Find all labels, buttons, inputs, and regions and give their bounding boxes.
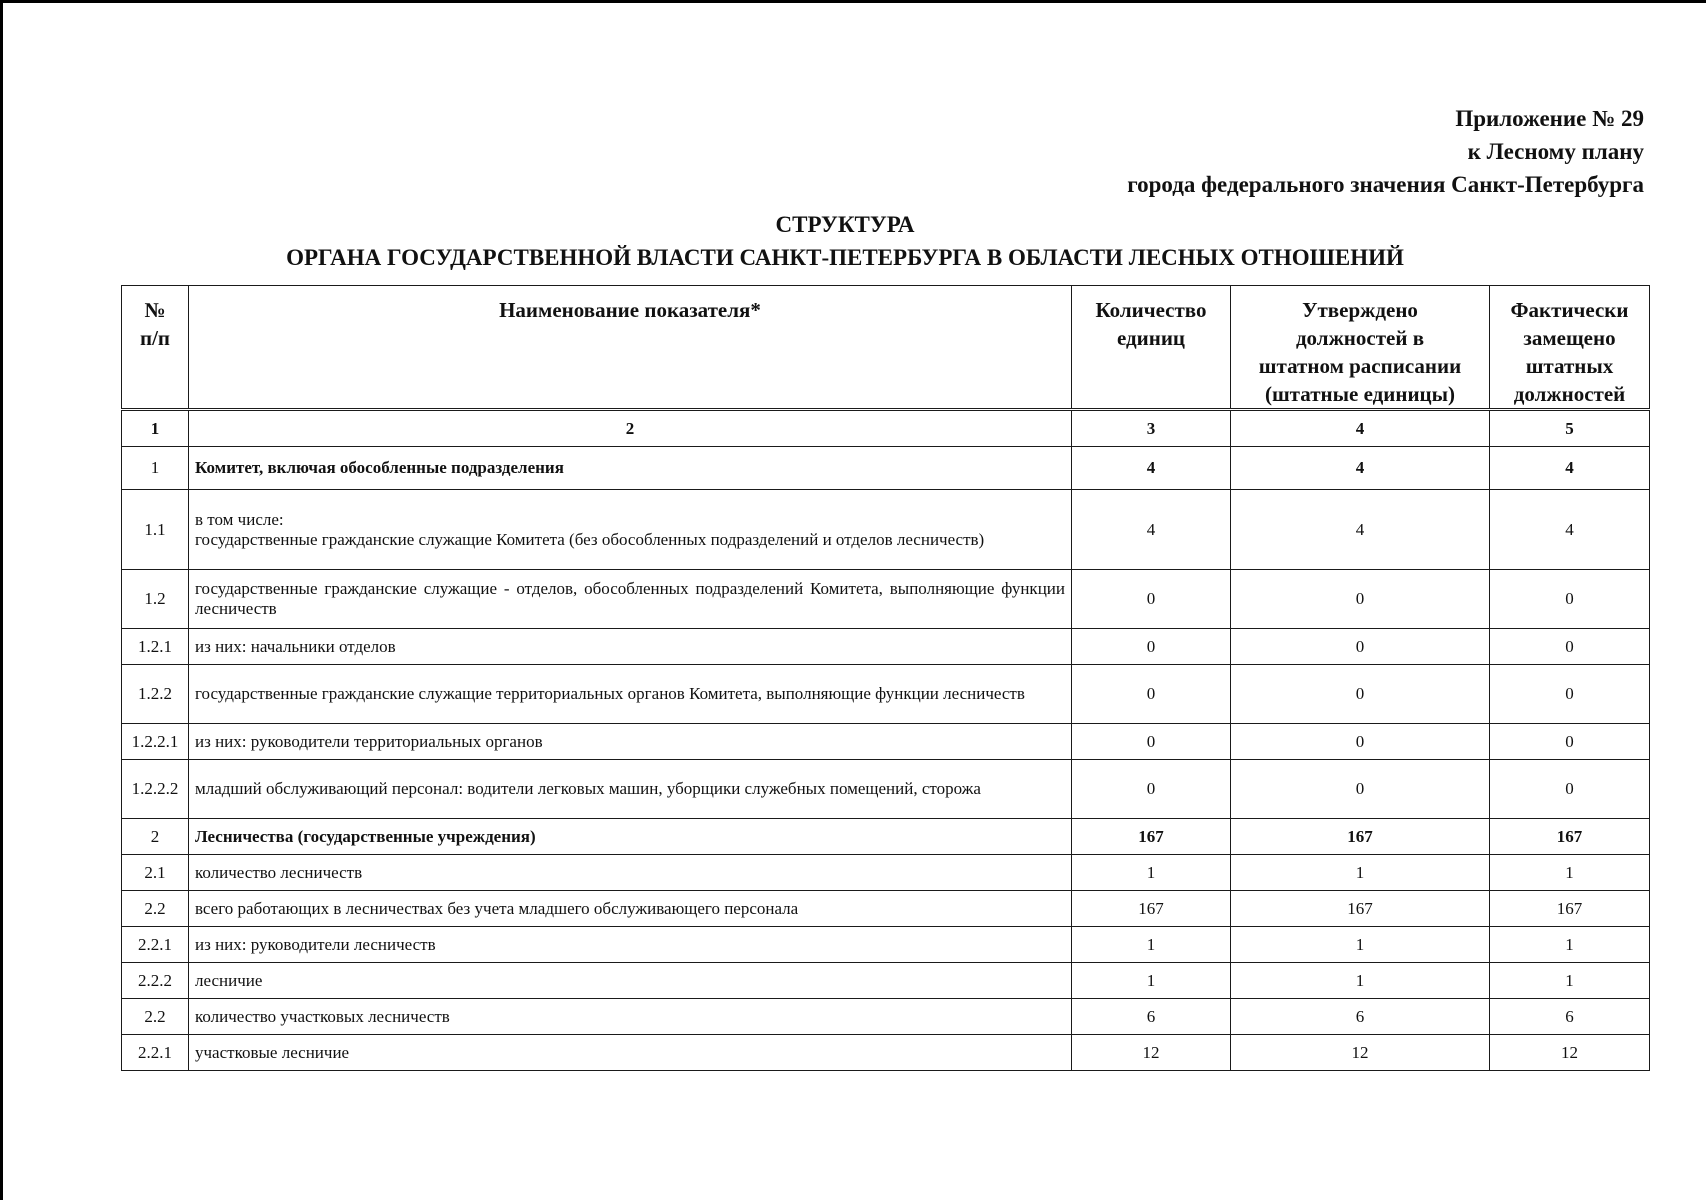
header-approved-positions: Утверждено должностей в штатном расписании (штатные единицы)	[1231, 286, 1490, 410]
row-unit-count: 1	[1072, 855, 1231, 891]
appendix-number: Приложение № 29	[1455, 106, 1644, 131]
column-number: 4	[1231, 410, 1490, 447]
row-indicator-name: количество участковых лесничеств	[189, 999, 1072, 1035]
table-row	[122, 963, 1650, 999]
row-indicator-name: из них: начальники отделов	[189, 629, 1072, 665]
row-approved: 1	[1231, 855, 1490, 891]
row-approved: 0	[1231, 665, 1490, 724]
header-unit-count: Количество единиц	[1072, 286, 1231, 410]
row-approved: 0	[1231, 570, 1490, 629]
row-name-text: государственные гражданские служащие Комитета (без обособленных подразделений и отделов лесничеств)	[195, 529, 985, 549]
row-unit-count: 0	[1072, 570, 1231, 629]
row-indicator-name: участковые лесничие	[189, 1035, 1072, 1071]
row-number: 1.1	[122, 490, 189, 570]
row-unit-count: 1	[1072, 963, 1231, 999]
row-number: 2.2.1	[122, 927, 189, 963]
table-row	[122, 819, 1650, 855]
table-row	[122, 927, 1650, 963]
row-approved: 4	[1231, 490, 1490, 570]
row-approved: 1	[1231, 963, 1490, 999]
row-indicator-name: Комитет, включая обособленные подразделения	[189, 447, 1072, 490]
table-row	[122, 1035, 1650, 1071]
row-actual: 0	[1490, 665, 1650, 724]
table-row	[122, 665, 1650, 724]
row-unit-count: 6	[1072, 999, 1231, 1035]
row-number: 2.2.1	[122, 1035, 189, 1071]
row-unit-count: 0	[1072, 724, 1231, 760]
scan-border-left	[0, 0, 3, 1200]
column-number: 2	[189, 410, 1072, 447]
row-number: 1	[122, 447, 189, 490]
row-approved: 4	[1231, 447, 1490, 490]
column-number: 1	[122, 410, 189, 447]
row-indicator-name: всего работающих в лесничествах без учета младшего обслуживающего персонала	[189, 891, 1072, 927]
row-indicator-name: количество лесничеств	[189, 855, 1072, 891]
row-number: 1.2.2.1	[122, 724, 189, 760]
scan-border-top	[0, 0, 1706, 3]
row-indicator-name: из них: руководители территориальных органов	[189, 724, 1072, 760]
row-unit-count: 167	[1072, 891, 1231, 927]
row-approved: 6	[1231, 999, 1490, 1035]
appendix-reference	[1127, 102, 1644, 201]
row-approved: 0	[1231, 760, 1490, 819]
row-actual: 1	[1490, 963, 1650, 999]
table-row	[122, 891, 1650, 927]
table-row	[122, 760, 1650, 819]
row-number: 2.2	[122, 999, 189, 1035]
title-line-1: СТРУКТУРА	[775, 212, 915, 237]
row-unit-count: 4	[1072, 490, 1231, 570]
column-numbers-row	[122, 410, 1650, 447]
row-unit-count: 4	[1072, 447, 1231, 490]
row-actual: 12	[1490, 1035, 1650, 1071]
column-number: 5	[1490, 410, 1650, 447]
title-line-2: ОРГАНА ГОСУДАРСТВЕННОЙ ВЛАСТИ САНКТ-ПЕТЕРБУРГА В ОБЛАСТИ ЛЕСНЫХ ОТНОШЕНИЙ	[286, 245, 1404, 270]
row-indicator-name: государственные гражданские служащие территориальных органов Комитета, выполняющие функции лесничеств	[189, 665, 1072, 724]
row-approved: 167	[1231, 891, 1490, 927]
row-indicator-name	[189, 490, 1072, 570]
table-row	[122, 724, 1650, 760]
row-number: 2.1	[122, 855, 189, 891]
table-row	[122, 570, 1650, 629]
row-actual: 0	[1490, 629, 1650, 665]
row-indicator-name: государственные гражданские служащие - отделов, обособленных подразделений Комитета, выполняющие функции лесничеств	[189, 570, 1072, 629]
row-actual: 167	[1490, 891, 1650, 927]
row-unit-count: 0	[1072, 760, 1231, 819]
row-number: 2.2.2	[122, 963, 189, 999]
row-unit-count: 167	[1072, 819, 1231, 855]
row-actual: 0	[1490, 760, 1650, 819]
row-unit-count: 12	[1072, 1035, 1231, 1071]
row-number: 2	[122, 819, 189, 855]
row-indicator-name: младший обслуживающий персонал: водители легковых машин, уборщики служебных помещений, сторожа	[189, 760, 1072, 819]
row-actual: 0	[1490, 570, 1650, 629]
row-indicator-name: из них: руководители лесничеств	[189, 927, 1072, 963]
row-approved: 0	[1231, 724, 1490, 760]
document-title	[120, 208, 1570, 274]
structure-table	[121, 285, 1650, 1071]
table-row	[122, 447, 1650, 490]
table-row	[122, 490, 1650, 570]
table-row	[122, 855, 1650, 891]
header-number: № п/п	[122, 286, 189, 410]
row-approved: 0	[1231, 629, 1490, 665]
table-row	[122, 629, 1650, 665]
table-row	[122, 999, 1650, 1035]
row-approved: 167	[1231, 819, 1490, 855]
header-indicator-name: Наименование показателя*	[189, 286, 1072, 410]
row-number: 2.2	[122, 891, 189, 927]
row-actual: 4	[1490, 490, 1650, 570]
row-unit-count: 0	[1072, 629, 1231, 665]
appendix-target: к Лесному плану	[1467, 139, 1644, 164]
row-unit-count: 0	[1072, 665, 1231, 724]
row-unit-count: 1	[1072, 927, 1231, 963]
column-number: 3	[1072, 410, 1231, 447]
row-number: 1.2.2.2	[122, 760, 189, 819]
appendix-target-city: города федерального значения Санкт-Петербурга	[1127, 172, 1644, 197]
row-actual: 1	[1490, 927, 1650, 963]
row-actual: 0	[1490, 724, 1650, 760]
row-name-prefix: в том числе:	[195, 509, 284, 529]
row-indicator-name: лесничие	[189, 963, 1072, 999]
row-number: 1.2.1	[122, 629, 189, 665]
header-actual-positions: Фактически замещено штатных должностей	[1490, 286, 1650, 410]
row-number: 1.2.2	[122, 665, 189, 724]
row-approved: 1	[1231, 927, 1490, 963]
row-number: 1.2	[122, 570, 189, 629]
row-actual: 6	[1490, 999, 1650, 1035]
table-header-row	[122, 286, 1650, 410]
row-approved: 12	[1231, 1035, 1490, 1071]
row-actual: 1	[1490, 855, 1650, 891]
row-indicator-name: Лесничества (государственные учреждения)	[189, 819, 1072, 855]
row-actual: 167	[1490, 819, 1650, 855]
row-actual: 4	[1490, 447, 1650, 490]
